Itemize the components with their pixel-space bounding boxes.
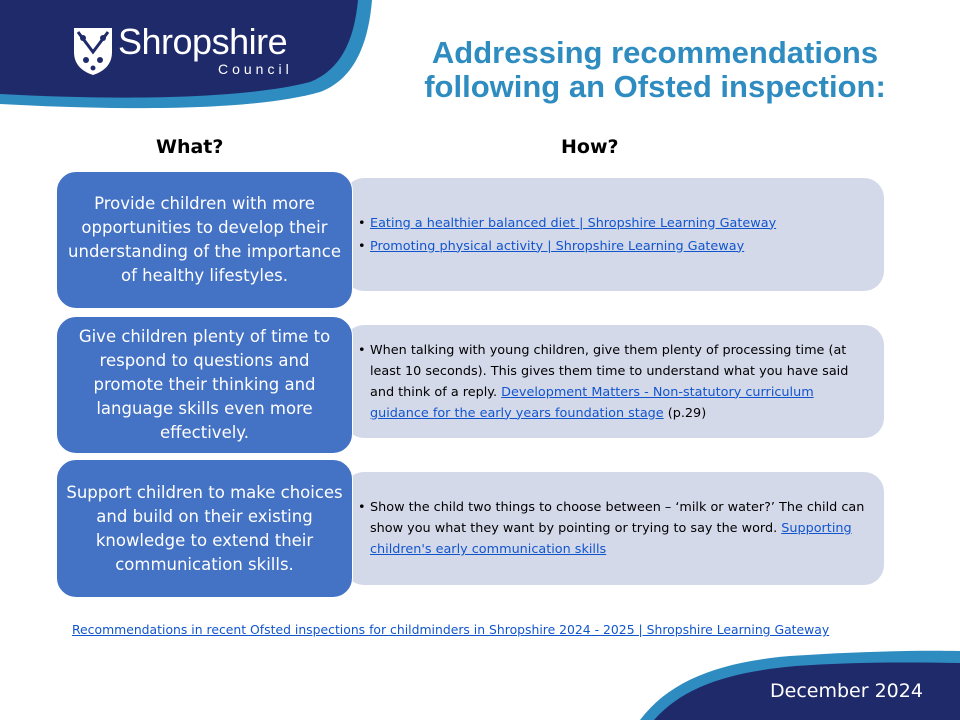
link-physical-activity[interactable]: Promoting physical activity | Shropshire Learning Gateway xyxy=(370,238,745,254)
date-label: December 2024 xyxy=(770,680,923,702)
link-early-communication[interactable]: Supporting children's early communication skills xyxy=(370,521,852,557)
what-text-1: Provide children with more opportunities to develop their understanding of the importance of healthy lifestyles. xyxy=(68,194,341,285)
column-header-what: What? xyxy=(156,136,224,158)
title-line-2: following an Ofsted inspection: xyxy=(424,69,886,104)
how-text-3: Show the child two things to choose between – ‘milk or water?’ The child can show you what they want by pointing or trying to say the word. xyxy=(370,500,865,536)
footer-recommendations-link[interactable]: Recommendations in recent Ofsted inspections for childminders in Shropshire 2024 - 2025 | Shropshire Learning Gateway xyxy=(72,622,830,637)
title-line-1: Addressing recommendations xyxy=(431,35,879,70)
logo-name: Shropshire xyxy=(118,21,288,62)
how-suffix-2: (p.29) xyxy=(667,405,707,421)
column-header-how: How? xyxy=(561,136,619,158)
what-text-3: Support children to make choices and build on their existing knowledge to extend their communication skills. xyxy=(66,482,343,574)
link-healthy-diet[interactable]: Eating a healthier balanced diet | Shropshire Learning Gateway xyxy=(370,215,777,231)
what-text-2: Give children plenty of time to respond to questions and promote their thinking and language skills even more effectively. xyxy=(78,327,331,442)
link-development-matters[interactable]: Development Matters - Non-statutory curriculum guidance for the early years foundation stage xyxy=(370,384,814,421)
logo-subtitle: Council xyxy=(218,61,293,77)
how-text-2: When talking with young children, give them plenty of processing time (at least 10 seconds). This gives them time to understand what you have said and think of a reply. xyxy=(370,342,849,400)
